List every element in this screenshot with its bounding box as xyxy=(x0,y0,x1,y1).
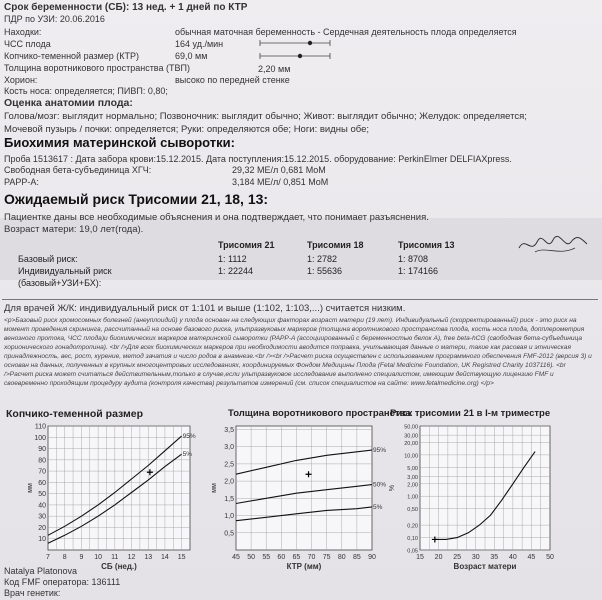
expected-line-2: Возраст матери: 19,0 лет(года). xyxy=(4,224,144,235)
y-tick-label: 30 xyxy=(38,513,46,521)
x-axis-label: Возраст матери xyxy=(453,562,517,571)
y-tick-label: 90 xyxy=(38,446,46,454)
chss-value: 164 уд./мин xyxy=(175,39,224,49)
base-t13: 1: 8708 xyxy=(398,254,429,264)
hcg-value: 29,32 МЕ/л 0,681 MoM xyxy=(232,165,326,175)
tvp-label: Толщина воротникового пространства (ТВП) xyxy=(4,63,190,73)
crl-chart xyxy=(0,420,210,582)
y-tick-label: 70 xyxy=(38,468,46,476)
y-tick-label: 2,0 xyxy=(224,478,234,486)
y-tick-label: 3,00 xyxy=(407,475,418,482)
doctor-note: Для врачей Ж/К: индивидуальный риск от 1:101 и выше (1:102, 1:103,...) считается низким. xyxy=(4,303,406,314)
y-tick-label: 0,50 xyxy=(407,507,418,514)
x-tick-label: 25 xyxy=(453,554,462,561)
papp-label: PAPP-A: xyxy=(4,177,39,187)
x-axis-label: СБ (нед.) xyxy=(101,562,137,571)
ktr-label: Копчико-теменной размер (КТР) xyxy=(4,51,140,61)
x-tick-label: 75 xyxy=(322,554,331,561)
x-tick-label: 10 xyxy=(94,554,103,561)
y-tick-label: 30,00 xyxy=(404,433,418,440)
chorion-label: Хорион: xyxy=(4,75,38,85)
y-tick-label: 80 xyxy=(38,457,46,465)
x-tick-label: 15 xyxy=(416,554,424,561)
series-label: 95% xyxy=(182,433,196,441)
y-tick-label: 20 xyxy=(38,524,46,532)
divider xyxy=(2,299,598,300)
col-t18: Трисомия 18 xyxy=(307,240,364,250)
x-tick-label: 20 xyxy=(434,554,443,561)
chss-marker xyxy=(308,41,312,45)
y-tick-label: 50 xyxy=(38,491,46,499)
y-tick-label: 0,10 xyxy=(407,536,418,543)
footer-name: Natalya Platonova xyxy=(4,566,78,576)
indiv-t13: 1: 174166 xyxy=(398,266,439,276)
x-tick-label: 14 xyxy=(161,554,169,561)
x-tick-label: 30 xyxy=(471,554,480,561)
biochem-heading: Биохимия материнской сыворотки: xyxy=(4,135,235,150)
risk-chart xyxy=(390,420,562,582)
x-tick-label: 8 xyxy=(62,554,67,561)
y-tick-label: 0,5 xyxy=(224,530,234,538)
x-tick-label: 65 xyxy=(292,554,301,561)
chorion-value: высоко по передней стенке xyxy=(175,75,290,85)
base-t21: 1: 1112 xyxy=(218,254,247,264)
x-tick-label: 60 xyxy=(277,554,286,561)
footer-doctor: Врач генетик: xyxy=(4,588,61,598)
row-base-label: Базовый риск: xyxy=(18,254,78,264)
y-tick-label: 3,5 xyxy=(224,426,234,434)
row-indiv-sub: (базовый+УЗИ+БХ): xyxy=(18,278,102,288)
y-tick-label: 1,00 xyxy=(407,494,418,501)
measure-gauges xyxy=(252,38,342,66)
footer-operator: Код FMF оператора: 136111 xyxy=(4,577,121,587)
ktr-marker xyxy=(298,54,302,58)
y-tick-label: 100 xyxy=(34,434,46,442)
y-tick-label: 3,0 xyxy=(224,444,234,452)
x-tick-label: 12 xyxy=(127,554,136,561)
tvp-value: 2,20 мм xyxy=(258,64,291,74)
x-tick-label: 85 xyxy=(352,554,361,561)
y-tick-label: 0,20 xyxy=(407,523,418,530)
indiv-t21: 1: 22244 xyxy=(218,266,254,276)
x-tick-label: 70 xyxy=(307,554,316,561)
y-tick-label: 50,00 xyxy=(404,424,418,431)
y-tick-label: 2,5 xyxy=(224,461,234,469)
series-label: 5% xyxy=(373,503,383,511)
gestational-age: Срок беременности (СБ): 13 нед. + 1 дней по КТР xyxy=(4,2,248,13)
x-tick-label: 45 xyxy=(232,554,240,561)
y-tick-label: 0,05 xyxy=(407,548,418,555)
x-tick-label: 80 xyxy=(337,554,346,561)
plot-area xyxy=(236,426,372,550)
plot-area xyxy=(48,426,190,550)
x-tick-label: 9 xyxy=(79,554,84,561)
nasal-bone: Кость носа: определяется; ПИВП: 0,80; xyxy=(4,86,168,96)
risk-chart-title: Риск трисомии 21 в I-м триместре xyxy=(390,408,551,419)
papp-value: 3,184 МЕ/л/ 0,851 MoM xyxy=(232,177,329,187)
y-tick-label: 40 xyxy=(38,502,46,510)
x-tick-label: 50 xyxy=(546,554,554,561)
y-tick-label: 2,00 xyxy=(407,482,418,489)
col-t21: Трисомия 21 xyxy=(218,240,275,250)
anatomy-heading: Оценка анатомии плода: xyxy=(4,97,133,109)
x-tick-label: 15 xyxy=(177,554,186,561)
chss-label: ЧСС плода xyxy=(4,39,51,49)
x-tick-label: 7 xyxy=(46,554,50,561)
col-t13: Трисомия 13 xyxy=(398,240,455,250)
expected-heading: Ожидаемый риск Трисомии 21, 18, 13: xyxy=(4,191,269,207)
findings-value: обычная маточная беременность - Сердечная деятельность плода определяется xyxy=(175,27,517,37)
findings-label: Находки: xyxy=(4,27,42,37)
y-tick-label: 10 xyxy=(38,536,46,544)
crl-chart-title: Копчико-теменной размер xyxy=(6,408,144,420)
y-axis-label: % xyxy=(389,484,396,492)
base-t18: 1: 2782 xyxy=(307,254,338,264)
series-label: 5% xyxy=(182,451,193,459)
biochem-sample: Проба 1513617 : Дата забора крови:15.12.2015. Дата поступления:15.12.2015. оборудование: PerkinElmer DELFIAXpress. xyxy=(4,154,512,164)
y-tick-label: 20,00 xyxy=(404,440,418,447)
x-tick-label: 45 xyxy=(527,554,536,561)
anatomy-line-2: Мочевой пузырь / почки: определяется; Руки: определяются обе; Ноги: видны обе; xyxy=(4,124,370,135)
anatomy-line-1: Голова/мозг: выглядит нормально; Позвоночник: выглядит обычно; Живот: выглядит обычно; Желудок: определяется; xyxy=(4,111,527,122)
hcg-label: Свободная бета-субъединица ХГЧ: xyxy=(4,165,152,175)
indiv-t18: 1: 55636 xyxy=(307,266,343,276)
edd: ПДР по УЗИ: 20.06.2016 xyxy=(4,14,105,24)
row-indiv-label: Индивидуальный риск xyxy=(18,266,112,276)
x-tick-label: 55 xyxy=(262,554,271,561)
x-tick-label: 11 xyxy=(111,554,119,561)
y-axis-label: мм xyxy=(27,483,34,493)
x-tick-label: 13 xyxy=(144,554,153,561)
series-label: 50% xyxy=(373,481,387,489)
y-tick-label: 60 xyxy=(38,479,46,487)
ktr-value: 69,0 мм xyxy=(175,51,208,61)
series-label: 95% xyxy=(373,447,387,455)
x-axis-label: КТР (мм) xyxy=(286,562,322,571)
y-axis-label: мм xyxy=(211,483,218,493)
x-tick-label: 40 xyxy=(508,554,517,561)
y-tick-label: 1,0 xyxy=(224,513,234,521)
signature xyxy=(515,230,590,260)
fine-print: <p>Базовый риск хромосомных болезней (анеуплоидий) у плода основан на следующих факторах возраст матери (19 лет). Индивидуальный (скорректированный) риск - это риск на момент проведения скрининга, рассчитанный на основе базового риска, ультразвуковых маркеров (толщина воротникового пространства плода, кость носа плода, допплерометрия венозного протока, ЧСС плода)и биохимических маркеров материнской сыворотки (PAPP-A (ассоциированный с беременностью белок А), free beta-hCG (свободная бета-субъединица хорионического гонадотропина). <br />Для всех биохимических маркеров при необходимости вводится поправка, учитывающая данные о матери, такие как расовая и этническая принадлежность, вес, рост, курение, метод зачатия и число родов в анамнезе.<br /><br />Расчет риска осуществлен с использованием программного обеспечения FMF-2012 (версия 3) и основан на данных, полученных в крупных многоцентровых исследованиях, координируемых Фондом Медицины Плода (Fetal Medicine Foundation, UK Registred Charity 1037116). <br />Расчет риска может считаться действительным,только в случае,если ультразвуковое исследование выполнено специалистом, имеющим действующую лицензию FMF и своевременно проходящим процедуру аудита (контроля качества) результатов измерений (см. список специалистов на сайте: www.fetalmedicine.org) </p> xyxy=(4,317,592,387)
nt-chart xyxy=(212,420,390,582)
y-tick-label: 1,5 xyxy=(224,495,234,503)
y-tick-label: 110 xyxy=(34,423,46,431)
x-tick-label: 90 xyxy=(368,554,376,561)
nt-chart-title: Толщина воротникового пространства xyxy=(228,408,411,419)
x-tick-label: 35 xyxy=(490,554,499,561)
y-tick-label: 10,00 xyxy=(404,453,418,460)
x-tick-label: 50 xyxy=(247,554,256,561)
expected-line-1: Пациентке даны все необходимые объяснения и она подтверждает, что понимает разъяснения. xyxy=(4,212,429,223)
y-tick-label: 5,00 xyxy=(407,465,418,472)
